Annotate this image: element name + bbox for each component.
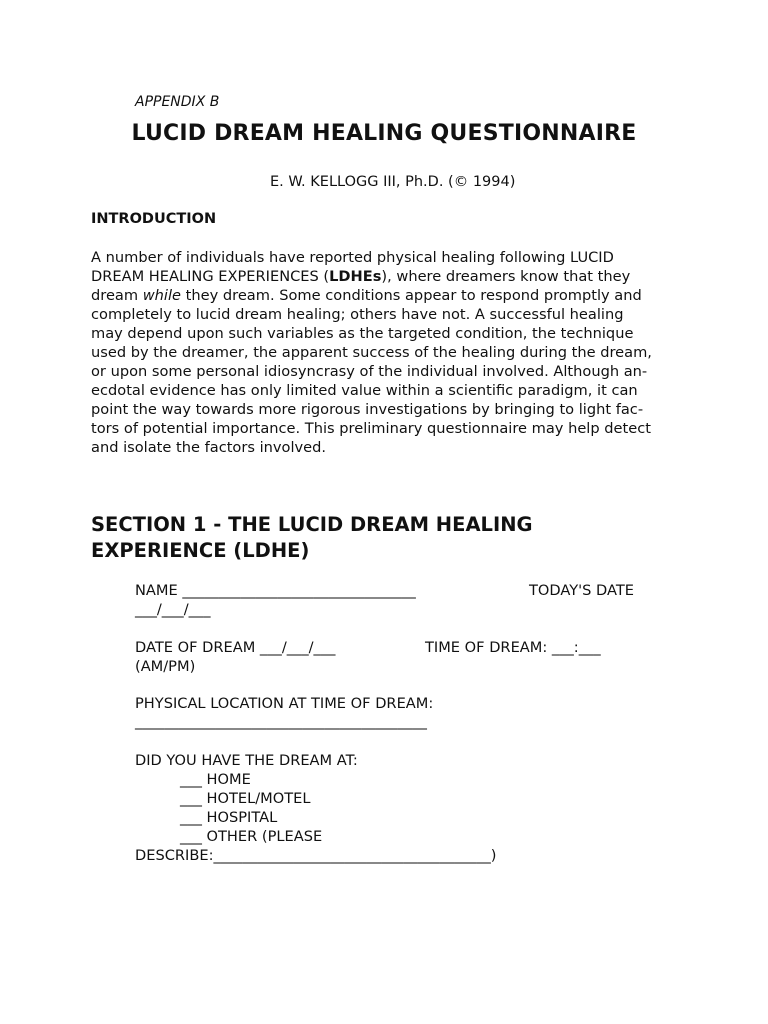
intro-line: tors of potential importance. This preliminary questionnaire may help detect	[91, 420, 651, 437]
intro-line	[91, 267, 681, 286]
section-1-heading	[91, 512, 533, 564]
todays-date-field[interactable]: ___/___/___	[135, 601, 211, 618]
intro-text: they dream. Some conditions appear to respond promptly and	[181, 287, 642, 304]
introduction-paragraph	[91, 248, 681, 457]
intro-line: ecdotal evidence has only limited value within a scientific paradigm, it can	[91, 382, 638, 399]
intro-line: and isolate the factors involved.	[91, 439, 327, 456]
location-field[interactable]: ________________________________________	[135, 713, 427, 730]
intro-text: ), where dreamers know that they	[381, 268, 631, 285]
intro-line: may depend upon such variables as the targeted condition, the technique	[91, 325, 634, 342]
option-hospital[interactable]: ___ HOSPITAL	[180, 809, 278, 826]
intro-line: or upon some personal idiosyncrasy of the individual involved. Although an-	[91, 363, 648, 380]
option-other[interactable]: ___ OTHER (PLEASE	[180, 828, 323, 845]
intro-line	[91, 286, 681, 305]
section-heading-line: SECTION 1 - THE LUCID DREAM HEALING	[91, 513, 533, 536]
option-hotel-motel[interactable]: ___ HOTEL/MOTEL	[180, 790, 311, 807]
todays-date-label: TODAY'S DATE	[529, 582, 635, 599]
time-of-dream-field[interactable]: TIME OF DREAM: ___:___	[425, 639, 601, 656]
am-pm-label: (AM/PM)	[135, 658, 196, 675]
location-label: PHYSICAL LOCATION AT TIME OF DREAM:	[135, 695, 434, 712]
name-field[interactable]: NAME ________________________________	[135, 582, 416, 599]
ldhes-term: LDHEs	[329, 268, 382, 285]
document-title: LUCID DREAM HEALING QUESTIONNAIRE	[131, 121, 637, 146]
date-of-dream-field[interactable]: DATE OF DREAM ___/___/___	[135, 639, 336, 656]
describe-field[interactable]: DESCRIBE:______________________________________)	[135, 847, 497, 864]
author-line: E. W. KELLOGG III, Ph.D. (© 1994)	[270, 174, 516, 190]
introduction-heading: INTRODUCTION	[91, 211, 217, 227]
intro-line: point the way towards more rigorous investigations by bringing to light fac-	[91, 401, 644, 418]
while-emphasis: while	[142, 287, 182, 304]
intro-text: DREAM HEALING EXPERIENCES (	[91, 268, 330, 285]
section-heading-line: EXPERIENCE (LDHE)	[91, 539, 310, 562]
intro-line: completely to lucid dream healing; others have not. A successful healing	[91, 306, 624, 323]
intro-line: used by the dreamer, the apparent success of the healing during the dream,	[91, 344, 652, 361]
intro-line: A number of individuals have reported physical healing following LUCID	[91, 249, 614, 266]
appendix-label: APPENDIX B	[135, 94, 220, 110]
intro-text: dream	[91, 287, 143, 304]
dream-at-label: DID YOU HAVE THE DREAM AT:	[135, 752, 358, 769]
option-home[interactable]: ___ HOME	[180, 771, 251, 788]
